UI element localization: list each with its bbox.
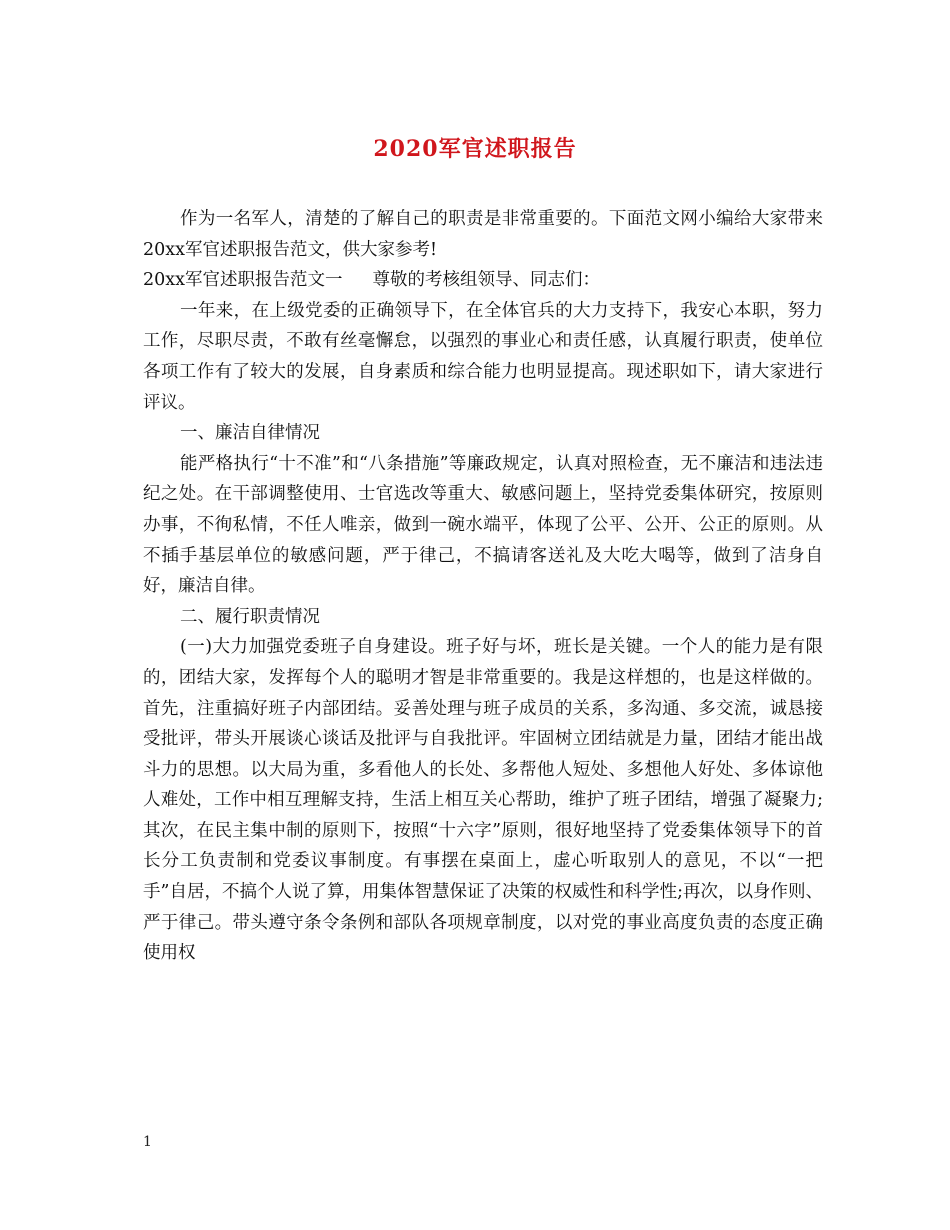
intro-paragraph: 作为一名军人，清楚的了解自己的职责是非常重要的。下面范文网小编给大家带来20xx军官述职报告范文，供大家参考! — [143, 209, 823, 260]
page-title: 2020军官述职报告 — [373, 136, 577, 162]
section1-heading: 一、廉洁自律情况 — [180, 423, 320, 444]
salutation: 尊敬的考核组领导、同志们： — [372, 270, 601, 291]
section2-paragraph: (一)大力加强党委班子自身建设。班子好与坏，班长是关键。一个人的能力是有限的，团结大家，发挥每个人的聪明才智是非常重要的。我是这样想的，也是这样做的。首先，注重搞好班子内部团结。妥善处理与班子成员的关系，多沟通、多交流，诚恳接受批评，带头开展谈心谈话及批评与自我批评。牢固树立团结就是力量，团结才能出战斗力的思想。以大局为重，多看他人的长处、多帮他人短处、多想他人好处、多体谅他人难处，工作中相互理解支持，生活上相互关心帮助，维护了班子团结，增强了凝聚力;其次，在民主集中制的原则下，按照“十六字”原则，很好地坚持了党委集体领导下的首长分工负责制和党委议事制度。有事摆在桌面上，虚心听取别人的意见，不以“一把手”自居，不搞个人说了算，用集体智慧保证了决策的权威性和科学性;再次，以身作则、严于律己。带头遵守条令条例和部队各项规章制度，以对党的事业高度负责的态度正确使用权 — [143, 637, 823, 964]
opening-paragraph: 一年来，在上级党委的正确领导下，在全体官兵的大力支持下，我安心本职，努力工作，尽职尽责，不敢有丝毫懈怠，以强烈的事业心和责任感，认真履行职责，使单位各项工作有了较大的发展，自身素质和综合能力也明显提高。现述职如下，请大家进行评议。 — [143, 300, 823, 413]
document-body — [143, 204, 823, 969]
section2-heading: 二、履行职责情况 — [180, 606, 320, 627]
sample-heading-line — [143, 265, 823, 296]
section1-paragraph: 能严格执行“十不准”和“八条措施”等廉政规定，认真对照检查，无不廉洁和违法违纪之处。在干部调整使用、士官选改等重大、敏感问题上，坚持党委集体研究，按原则办事，不徇私情，不任人唯亲，做到一碗水端平，体现了公平、公开、公正的原则。从不插手基层单位的敏感问题，严于律己，不搞请客送礼及大吃大喝等，做到了洁身自好，廉洁自律。 — [143, 453, 823, 597]
sample-heading: 20xx军官述职报告范文一 — [143, 270, 343, 291]
page-number: 1 — [143, 1134, 152, 1150]
